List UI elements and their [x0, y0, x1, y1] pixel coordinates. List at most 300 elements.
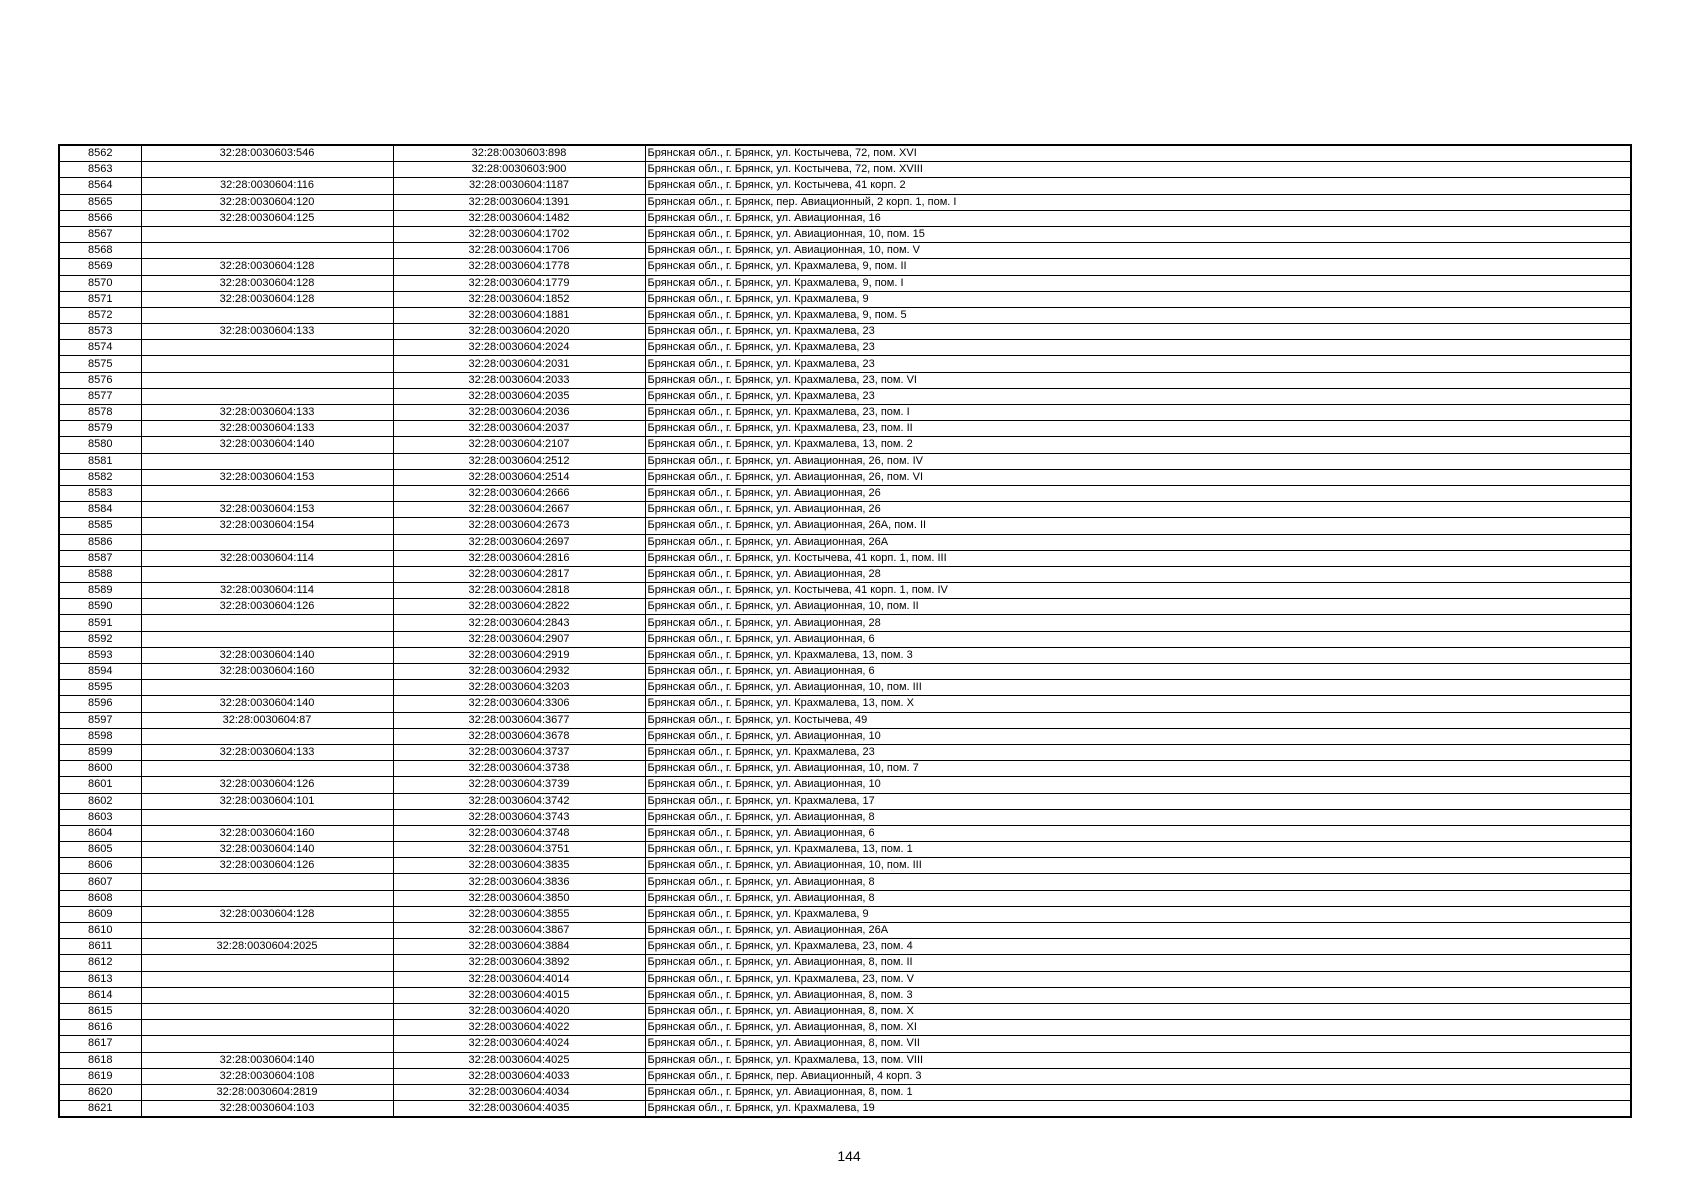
table-row — [59, 372, 1631, 388]
cadastral-number-cell: 32:28:0030604:2843 — [393, 615, 645, 631]
parent-cadastral-number-cell: 32:28:0030604:140 — [141, 696, 393, 712]
row-number-cell: 8576 — [59, 372, 141, 388]
cadastral-number-cell: 32:28:0030604:2035 — [393, 388, 645, 404]
cadastral-number-cell: 32:28:0030604:1706 — [393, 243, 645, 259]
table-row — [59, 842, 1631, 858]
parent-cadastral-number-cell — [141, 955, 393, 971]
cadastral-number-cell: 32:28:0030604:2107 — [393, 437, 645, 453]
row-number-cell: 8605 — [59, 842, 141, 858]
cadastral-number-cell: 32:28:0030604:1779 — [393, 275, 645, 291]
cadastral-number-cell: 32:28:0030604:2024 — [393, 340, 645, 356]
address-cell: Брянская обл., г. Брянск, ул. Авиационная, 8, пом. II — [645, 955, 1631, 971]
parent-cadastral-number-cell — [141, 340, 393, 356]
parent-cadastral-number-cell: 32:28:0030604:114 — [141, 583, 393, 599]
cadastral-number-cell: 32:28:0030604:2932 — [393, 664, 645, 680]
cadastral-number-cell: 32:28:0030604:3892 — [393, 955, 645, 971]
table-row — [59, 453, 1631, 469]
row-number-cell: 8567 — [59, 226, 141, 242]
table-row — [59, 971, 1631, 987]
address-cell: Брянская обл., г. Брянск, ул. Костычева, 41 корп. 1, пом. III — [645, 550, 1631, 566]
row-number-cell: 8564 — [59, 178, 141, 194]
address-cell: Брянская обл., г. Брянск, ул. Авиационная, 26А, пом. II — [645, 518, 1631, 534]
row-number-cell: 8598 — [59, 728, 141, 744]
cadastral-number-cell: 32:28:0030604:2036 — [393, 405, 645, 421]
cadastral-number-cell: 32:28:0030604:3850 — [393, 890, 645, 906]
address-cell: Брянская обл., г. Брянск, ул. Авиационная, 8, пом. VII — [645, 1036, 1631, 1052]
address-cell: Брянская обл., г. Брянск, ул. Крахмалева, 13, пом. 3 — [645, 647, 1631, 663]
table-row — [59, 1052, 1631, 1068]
parent-cadastral-number-cell — [141, 874, 393, 890]
cadastral-number-cell: 32:28:0030604:3677 — [393, 712, 645, 728]
parent-cadastral-number-cell — [141, 890, 393, 906]
parent-cadastral-number-cell: 32:28:0030604:108 — [141, 1068, 393, 1084]
parent-cadastral-number-cell — [141, 388, 393, 404]
parent-cadastral-number-cell: 32:28:0030604:133 — [141, 324, 393, 340]
row-number-cell: 8599 — [59, 744, 141, 760]
cadastral-number-cell: 32:28:0030604:3867 — [393, 923, 645, 939]
cadastral-number-cell: 32:28:0030604:3738 — [393, 761, 645, 777]
parent-cadastral-number-cell — [141, 809, 393, 825]
cadastral-number-cell: 32:28:0030604:2816 — [393, 550, 645, 566]
row-number-cell: 8616 — [59, 1020, 141, 1036]
cadastral-number-cell: 32:28:0030604:4022 — [393, 1020, 645, 1036]
address-cell: Брянская обл., г. Брянск, пер. Авиационный, 4 корп. 3 — [645, 1068, 1631, 1084]
parent-cadastral-number-cell — [141, 971, 393, 987]
address-cell: Брянская обл., г. Брянск, ул. Костычева, 41 корп. 2 — [645, 178, 1631, 194]
parent-cadastral-number-cell — [141, 566, 393, 582]
table-row — [59, 437, 1631, 453]
cadastral-number-cell: 32:28:0030604:3306 — [393, 696, 645, 712]
table-row — [59, 1084, 1631, 1100]
cadastral-number-cell: 32:28:0030604:4015 — [393, 987, 645, 1003]
address-cell: Брянская обл., г. Брянск, ул. Костычева, 49 — [645, 712, 1631, 728]
cadastral-number-cell: 32:28:0030604:2037 — [393, 421, 645, 437]
table-row — [59, 421, 1631, 437]
address-cell: Брянская обл., г. Брянск, ул. Крахмалева, 23 — [645, 744, 1631, 760]
row-number-cell: 8597 — [59, 712, 141, 728]
table-row — [59, 939, 1631, 955]
table-row — [59, 291, 1631, 307]
table-row — [59, 615, 1631, 631]
cadastral-number-cell: 32:28:0030603:900 — [393, 162, 645, 178]
parent-cadastral-number-cell — [141, 226, 393, 242]
table-row — [59, 324, 1631, 340]
table-row — [59, 1101, 1631, 1118]
address-cell: Брянская обл., г. Брянск, ул. Авиационная, 8 — [645, 890, 1631, 906]
address-cell: Брянская обл., г. Брянск, ул. Крахмалева, 13, пом. 2 — [645, 437, 1631, 453]
row-number-cell: 8601 — [59, 777, 141, 793]
parent-cadastral-number-cell: 32:28:0030604:116 — [141, 178, 393, 194]
row-number-cell: 8608 — [59, 890, 141, 906]
address-cell: Брянская обл., г. Брянск, ул. Авиационная, 8, пом. 1 — [645, 1084, 1631, 1100]
table-row — [59, 1036, 1631, 1052]
table-row — [59, 825, 1631, 841]
address-cell: Брянская обл., г. Брянск, ул. Крахмалева, 9, пом. II — [645, 259, 1631, 275]
row-number-cell: 8606 — [59, 858, 141, 874]
cadastral-number-cell: 32:28:0030604:2514 — [393, 469, 645, 485]
table-row — [59, 744, 1631, 760]
address-cell: Брянская обл., г. Брянск, ул. Авиационная, 10, пом. 15 — [645, 226, 1631, 242]
parent-cadastral-number-cell: 32:28:0030604:133 — [141, 744, 393, 760]
address-cell: Брянская обл., г. Брянск, ул. Авиационная, 8, пом. X — [645, 1003, 1631, 1019]
row-number-cell: 8571 — [59, 291, 141, 307]
row-number-cell: 8577 — [59, 388, 141, 404]
parent-cadastral-number-cell: 32:28:0030604:120 — [141, 194, 393, 210]
row-number-cell: 8568 — [59, 243, 141, 259]
row-number-cell: 8612 — [59, 955, 141, 971]
row-number-cell: 8570 — [59, 275, 141, 291]
parent-cadastral-number-cell: 32:28:0030604:154 — [141, 518, 393, 534]
address-cell: Брянская обл., г. Брянск, ул. Крахмалева, 9 — [645, 291, 1631, 307]
parent-cadastral-number-cell — [141, 987, 393, 1003]
parent-cadastral-number-cell — [141, 1036, 393, 1052]
cadastral-number-cell: 32:28:0030604:4033 — [393, 1068, 645, 1084]
parent-cadastral-number-cell: 32:28:0030604:133 — [141, 405, 393, 421]
cadastral-number-cell: 32:28:0030604:3743 — [393, 809, 645, 825]
table-row — [59, 923, 1631, 939]
row-number-cell: 8610 — [59, 923, 141, 939]
table-row — [59, 550, 1631, 566]
table-row — [59, 340, 1631, 356]
parent-cadastral-number-cell: 32:28:0030604:125 — [141, 210, 393, 226]
parent-cadastral-number-cell — [141, 453, 393, 469]
table-row — [59, 647, 1631, 663]
address-cell: Брянская обл., г. Брянск, ул. Авиационная, 10, пом. II — [645, 599, 1631, 615]
cadastral-number-cell: 32:28:0030604:1881 — [393, 307, 645, 323]
table-row — [59, 307, 1631, 323]
table-row — [59, 777, 1631, 793]
table-row — [59, 631, 1631, 647]
address-cell: Брянская обл., г. Брянск, ул. Авиационная, 10 — [645, 728, 1631, 744]
row-number-cell: 8578 — [59, 405, 141, 421]
cadastral-number-cell: 32:28:0030604:1702 — [393, 226, 645, 242]
parent-cadastral-number-cell: 32:28:0030604:2025 — [141, 939, 393, 955]
address-cell: Брянская обл., г. Брянск, ул. Авиационная, 26 — [645, 502, 1631, 518]
table-row — [59, 987, 1631, 1003]
cadastral-number-cell: 32:28:0030603:898 — [393, 145, 645, 162]
cadastral-number-cell: 32:28:0030604:1852 — [393, 291, 645, 307]
table-row — [59, 583, 1631, 599]
parent-cadastral-number-cell: 32:28:0030604:153 — [141, 502, 393, 518]
address-cell: Брянская обл., г. Брянск, ул. Авиационная, 26А — [645, 923, 1631, 939]
cadastral-number-cell: 32:28:0030604:4025 — [393, 1052, 645, 1068]
cadastral-number-cell: 32:28:0030604:4024 — [393, 1036, 645, 1052]
cadastral-number-cell: 32:28:0030604:2817 — [393, 566, 645, 582]
table-row — [59, 874, 1631, 890]
table-row — [59, 761, 1631, 777]
table-row — [59, 145, 1631, 162]
cadastral-number-cell: 32:28:0030604:2667 — [393, 502, 645, 518]
property-table-body — [59, 145, 1631, 1117]
parent-cadastral-number-cell — [141, 1020, 393, 1036]
table-row — [59, 485, 1631, 501]
row-number-cell: 8582 — [59, 469, 141, 485]
row-number-cell: 8563 — [59, 162, 141, 178]
row-number-cell: 8591 — [59, 615, 141, 631]
parent-cadastral-number-cell — [141, 372, 393, 388]
address-cell: Брянская обл., г. Брянск, ул. Крахмалева, 19 — [645, 1101, 1631, 1118]
address-cell: Брянская обл., г. Брянск, ул. Костычева, 72, пом. XVIII — [645, 162, 1631, 178]
address-cell: Брянская обл., г. Брянск, ул. Крахмалева, 9, пом. I — [645, 275, 1631, 291]
table-row — [59, 275, 1631, 291]
row-number-cell: 8617 — [59, 1036, 141, 1052]
cadastral-number-cell: 32:28:0030604:3737 — [393, 744, 645, 760]
address-cell: Брянская обл., г. Брянск, ул. Авиационная, 10 — [645, 777, 1631, 793]
address-cell: Брянская обл., г. Брянск, ул. Крахмалева, 23 — [645, 388, 1631, 404]
cadastral-number-cell: 32:28:0030604:2512 — [393, 453, 645, 469]
parent-cadastral-number-cell — [141, 761, 393, 777]
parent-cadastral-number-cell — [141, 728, 393, 744]
table-row — [59, 210, 1631, 226]
row-number-cell: 8575 — [59, 356, 141, 372]
row-number-cell: 8581 — [59, 453, 141, 469]
row-number-cell: 8615 — [59, 1003, 141, 1019]
row-number-cell: 8574 — [59, 340, 141, 356]
cadastral-number-cell: 32:28:0030604:3678 — [393, 728, 645, 744]
table-row — [59, 226, 1631, 242]
table-row — [59, 809, 1631, 825]
row-number-cell: 8609 — [59, 906, 141, 922]
address-cell: Брянская обл., г. Брянск, ул. Авиационная, 28 — [645, 566, 1631, 582]
table-row — [59, 259, 1631, 275]
cadastral-number-cell: 32:28:0030604:2919 — [393, 647, 645, 663]
parent-cadastral-number-cell: 32:28:0030604:160 — [141, 664, 393, 680]
cadastral-number-cell: 32:28:0030604:3855 — [393, 906, 645, 922]
row-number-cell: 8607 — [59, 874, 141, 890]
parent-cadastral-number-cell: 32:28:0030604:128 — [141, 259, 393, 275]
table-row — [59, 793, 1631, 809]
address-cell: Брянская обл., г. Брянск, ул. Авиационная, 8 — [645, 874, 1631, 890]
table-row — [59, 712, 1631, 728]
parent-cadastral-number-cell: 32:28:0030604:140 — [141, 842, 393, 858]
address-cell: Брянская обл., г. Брянск, ул. Крахмалева, 23, пом. I — [645, 405, 1631, 421]
row-number-cell: 8593 — [59, 647, 141, 663]
address-cell: Брянская обл., г. Брянск, ул. Авиационная, 8, пом. XI — [645, 1020, 1631, 1036]
row-number-cell: 8566 — [59, 210, 141, 226]
row-number-cell: 8562 — [59, 145, 141, 162]
table-row — [59, 243, 1631, 259]
parent-cadastral-number-cell: 32:28:0030604:126 — [141, 599, 393, 615]
row-number-cell: 8589 — [59, 583, 141, 599]
parent-cadastral-number-cell: 32:28:0030604:160 — [141, 825, 393, 841]
address-cell: Брянская обл., г. Брянск, ул. Авиационная, 26, пом. VI — [645, 469, 1631, 485]
parent-cadastral-number-cell: 32:28:0030604:126 — [141, 777, 393, 793]
table-row — [59, 1068, 1631, 1084]
row-number-cell: 8573 — [59, 324, 141, 340]
address-cell: Брянская обл., г. Брянск, ул. Авиационная, 10, пом. III — [645, 680, 1631, 696]
table-row — [59, 388, 1631, 404]
parent-cadastral-number-cell — [141, 307, 393, 323]
table-row — [59, 680, 1631, 696]
row-number-cell: 8620 — [59, 1084, 141, 1100]
parent-cadastral-number-cell: 32:28:0030604:128 — [141, 275, 393, 291]
row-number-cell: 8586 — [59, 534, 141, 550]
parent-cadastral-number-cell: 32:28:0030604:128 — [141, 291, 393, 307]
parent-cadastral-number-cell: 32:28:0030604:101 — [141, 793, 393, 809]
address-cell: Брянская обл., г. Брянск, ул. Авиационная, 16 — [645, 210, 1631, 226]
parent-cadastral-number-cell: 32:28:0030604:2819 — [141, 1084, 393, 1100]
cadastral-number-cell: 32:28:0030604:2818 — [393, 583, 645, 599]
table-row — [59, 356, 1631, 372]
address-cell: Брянская обл., г. Брянск, ул. Крахмалева, 9 — [645, 906, 1631, 922]
table-row — [59, 405, 1631, 421]
row-number-cell: 8594 — [59, 664, 141, 680]
table-row — [59, 664, 1631, 680]
row-number-cell: 8595 — [59, 680, 141, 696]
table-row — [59, 194, 1631, 210]
table-row — [59, 1003, 1631, 1019]
address-cell: Брянская обл., г. Брянск, ул. Авиационная, 26, пом. IV — [645, 453, 1631, 469]
table-row — [59, 1020, 1631, 1036]
row-number-cell: 8621 — [59, 1101, 141, 1118]
row-number-cell: 8569 — [59, 259, 141, 275]
parent-cadastral-number-cell: 32:28:0030604:140 — [141, 437, 393, 453]
property-table — [58, 144, 1632, 1118]
table-row — [59, 469, 1631, 485]
parent-cadastral-number-cell — [141, 1003, 393, 1019]
cadastral-number-cell: 32:28:0030604:2697 — [393, 534, 645, 550]
address-cell: Брянская обл., г. Брянск, ул. Авиационная, 26 — [645, 485, 1631, 501]
table-row — [59, 162, 1631, 178]
row-number-cell: 8587 — [59, 550, 141, 566]
row-number-cell: 8600 — [59, 761, 141, 777]
parent-cadastral-number-cell — [141, 243, 393, 259]
cadastral-number-cell: 32:28:0030604:1482 — [393, 210, 645, 226]
table-row — [59, 534, 1631, 550]
row-number-cell: 8611 — [59, 939, 141, 955]
row-number-cell: 8580 — [59, 437, 141, 453]
address-cell: Брянская обл., г. Брянск, ул. Авиационная, 8 — [645, 809, 1631, 825]
cadastral-number-cell: 32:28:0030604:2822 — [393, 599, 645, 615]
cadastral-number-cell: 32:28:0030604:2673 — [393, 518, 645, 534]
table-row — [59, 599, 1631, 615]
parent-cadastral-number-cell: 32:28:0030604:114 — [141, 550, 393, 566]
row-number-cell: 8583 — [59, 485, 141, 501]
parent-cadastral-number-cell: 32:28:0030603:546 — [141, 145, 393, 162]
cadastral-number-cell: 32:28:0030604:2031 — [393, 356, 645, 372]
address-cell: Брянская обл., г. Брянск, ул. Авиационная, 28 — [645, 615, 1631, 631]
row-number-cell: 8579 — [59, 421, 141, 437]
address-cell: Брянская обл., г. Брянск, ул. Авиационная, 10, пом. III — [645, 858, 1631, 874]
cadastral-number-cell: 32:28:0030604:2020 — [393, 324, 645, 340]
address-cell: Брянская обл., г. Брянск, ул. Крахмалева, 23, пом. VI — [645, 372, 1631, 388]
address-cell: Брянская обл., г. Брянск, ул. Костычева, 41 корп. 1, пом. IV — [645, 583, 1631, 599]
row-number-cell: 8572 — [59, 307, 141, 323]
cadastral-number-cell: 32:28:0030604:4035 — [393, 1101, 645, 1118]
table-row — [59, 566, 1631, 582]
row-number-cell: 8603 — [59, 809, 141, 825]
address-cell: Брянская обл., г. Брянск, ул. Крахмалева, 23 — [645, 356, 1631, 372]
row-number-cell: 8565 — [59, 194, 141, 210]
address-cell: Брянская обл., г. Брянск, ул. Крахмалева, 13, пом. 1 — [645, 842, 1631, 858]
cadastral-number-cell: 32:28:0030604:3742 — [393, 793, 645, 809]
table-row — [59, 178, 1631, 194]
parent-cadastral-number-cell: 32:28:0030604:153 — [141, 469, 393, 485]
cadastral-number-cell: 32:28:0030604:4014 — [393, 971, 645, 987]
row-number-cell: 8592 — [59, 631, 141, 647]
parent-cadastral-number-cell — [141, 615, 393, 631]
parent-cadastral-number-cell: 32:28:0030604:140 — [141, 647, 393, 663]
cadastral-number-cell: 32:28:0030604:3748 — [393, 825, 645, 841]
parent-cadastral-number-cell: 32:28:0030604:126 — [141, 858, 393, 874]
row-number-cell: 8619 — [59, 1068, 141, 1084]
parent-cadastral-number-cell — [141, 680, 393, 696]
cadastral-number-cell: 32:28:0030604:2907 — [393, 631, 645, 647]
address-cell: Брянская обл., г. Брянск, ул. Крахмалева, 13, пом. X — [645, 696, 1631, 712]
address-cell: Брянская обл., г. Брянск, ул. Костычева, 72, пом. XVI — [645, 145, 1631, 162]
table-row — [59, 890, 1631, 906]
cadastral-number-cell: 32:28:0030604:1187 — [393, 178, 645, 194]
address-cell: Брянская обл., г. Брянск, ул. Авиационная, 26А — [645, 534, 1631, 550]
cadastral-number-cell: 32:28:0030604:3739 — [393, 777, 645, 793]
parent-cadastral-number-cell: 32:28:0030604:128 — [141, 906, 393, 922]
cadastral-number-cell: 32:28:0030604:3835 — [393, 858, 645, 874]
address-cell: Брянская обл., г. Брянск, ул. Авиационная, 8, пом. 3 — [645, 987, 1631, 1003]
table-row — [59, 728, 1631, 744]
table-row — [59, 955, 1631, 971]
cadastral-number-cell: 32:28:0030604:2033 — [393, 372, 645, 388]
address-cell: Брянская обл., г. Брянск, ул. Крахмалева, 13, пом. VIII — [645, 1052, 1631, 1068]
address-cell: Брянская обл., г. Брянск, ул. Крахмалева, 23 — [645, 324, 1631, 340]
address-cell: Брянская обл., г. Брянск, ул. Крахмалева, 23, пом. V — [645, 971, 1631, 987]
row-number-cell: 8585 — [59, 518, 141, 534]
address-cell: Брянская обл., г. Брянск, ул. Крахмалева, 23 — [645, 340, 1631, 356]
parent-cadastral-number-cell: 32:28:0030604:103 — [141, 1101, 393, 1118]
parent-cadastral-number-cell: 32:28:0030604:87 — [141, 712, 393, 728]
table-row — [59, 858, 1631, 874]
parent-cadastral-number-cell — [141, 356, 393, 372]
address-cell: Брянская обл., г. Брянск, ул. Авиационная, 10, пом. V — [645, 243, 1631, 259]
parent-cadastral-number-cell — [141, 534, 393, 550]
cadastral-number-cell: 32:28:0030604:4034 — [393, 1084, 645, 1100]
row-number-cell: 8602 — [59, 793, 141, 809]
address-cell: Брянская обл., г. Брянск, ул. Крахмалева, 23, пом. 4 — [645, 939, 1631, 955]
row-number-cell: 8584 — [59, 502, 141, 518]
table-row — [59, 518, 1631, 534]
row-number-cell: 8590 — [59, 599, 141, 615]
cadastral-number-cell: 32:28:0030604:3751 — [393, 842, 645, 858]
row-number-cell: 8618 — [59, 1052, 141, 1068]
parent-cadastral-number-cell: 32:28:0030604:140 — [141, 1052, 393, 1068]
address-cell: Брянская обл., г. Брянск, ул. Крахмалева, 17 — [645, 793, 1631, 809]
row-number-cell: 8604 — [59, 825, 141, 841]
address-cell: Брянская обл., г. Брянск, пер. Авиационный, 2 корп. 1, пом. I — [645, 194, 1631, 210]
address-cell: Брянская обл., г. Брянск, ул. Крахмалева, 23, пом. II — [645, 421, 1631, 437]
table-row — [59, 696, 1631, 712]
cadastral-number-cell: 32:28:0030604:3836 — [393, 874, 645, 890]
parent-cadastral-number-cell — [141, 923, 393, 939]
cadastral-number-cell: 32:28:0030604:1391 — [393, 194, 645, 210]
address-cell: Брянская обл., г. Брянск, ул. Авиационная, 10, пом. 7 — [645, 761, 1631, 777]
cadastral-number-cell: 32:28:0030604:2666 — [393, 485, 645, 501]
address-cell: Брянская обл., г. Брянск, ул. Авиационная, 6 — [645, 664, 1631, 680]
page-number: 144 — [837, 1148, 861, 1164]
row-number-cell: 8588 — [59, 566, 141, 582]
address-cell: Брянская обл., г. Брянск, ул. Авиационная, 6 — [645, 825, 1631, 841]
cadastral-number-cell: 32:28:0030604:1778 — [393, 259, 645, 275]
row-number-cell: 8613 — [59, 971, 141, 987]
parent-cadastral-number-cell — [141, 631, 393, 647]
row-number-cell: 8614 — [59, 987, 141, 1003]
table-row — [59, 906, 1631, 922]
cadastral-number-cell: 32:28:0030604:4020 — [393, 1003, 645, 1019]
cadastral-number-cell: 32:28:0030604:3203 — [393, 680, 645, 696]
row-number-cell: 8596 — [59, 696, 141, 712]
parent-cadastral-number-cell: 32:28:0030604:133 — [141, 421, 393, 437]
cadastral-number-cell: 32:28:0030604:3884 — [393, 939, 645, 955]
parent-cadastral-number-cell — [141, 485, 393, 501]
parent-cadastral-number-cell — [141, 162, 393, 178]
